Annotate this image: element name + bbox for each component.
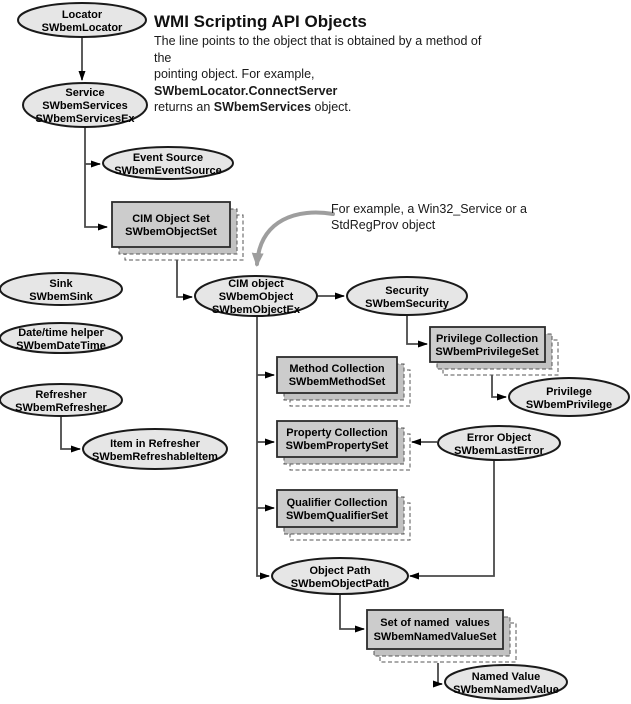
node-property-collection bbox=[277, 421, 410, 470]
description-line-3: returns an SWbemServices object. bbox=[154, 100, 352, 114]
svg-text:Date/time helper: Date/time helper bbox=[18, 327, 104, 339]
svg-text:SWbemLocator: SWbemLocator bbox=[41, 22, 123, 34]
node-service bbox=[23, 83, 147, 127]
svg-text:Locator: Locator bbox=[61, 9, 103, 21]
svg-text:Qualifier Collection: Qualifier Collection bbox=[286, 497, 388, 509]
annotation-note bbox=[331, 201, 581, 233]
node-error-object bbox=[438, 426, 560, 460]
svg-text:SWbemQualifierSet: SWbemQualifierSet bbox=[285, 510, 389, 522]
node-qualifier-collection bbox=[277, 490, 410, 540]
svg-text:SWbemMethodSet: SWbemMethodSet bbox=[288, 376, 386, 388]
svg-text:Security: Security bbox=[385, 285, 429, 297]
svg-text:SWbemObjectSet: SWbemObjectSet bbox=[125, 226, 217, 238]
svg-text:SWbemRefreshableItem: SWbemRefreshableItem bbox=[92, 451, 218, 463]
connector-privilegeset-privilege bbox=[492, 375, 506, 397]
svg-text:SWbemSink: SWbemSink bbox=[29, 291, 93, 303]
svg-text:SWbemPrivilege: SWbemPrivilege bbox=[525, 399, 613, 411]
svg-text:Named Value: Named Value bbox=[471, 671, 541, 683]
svg-text:SWbemNamedValueSet: SWbemNamedValueSet bbox=[373, 631, 497, 643]
node-event-source bbox=[103, 147, 233, 179]
node-object-path bbox=[272, 558, 408, 594]
connector-namedvalueset-namedvalue bbox=[438, 663, 442, 684]
svg-text:SWbemDateTime: SWbemDateTime bbox=[16, 340, 106, 352]
node-cim-object bbox=[195, 276, 317, 316]
svg-text:SWbemObjectPath: SWbemObjectPath bbox=[290, 578, 390, 590]
node-item-in-refresher bbox=[83, 429, 227, 469]
node-locator bbox=[18, 3, 146, 37]
annotation-line-1: For example, a Win32_Service or a bbox=[331, 202, 527, 216]
svg-text:SWbemServices: SWbemServices bbox=[42, 100, 128, 112]
svg-text:SWbemLastError: SWbemLastError bbox=[454, 445, 544, 457]
svg-text:SWbemObjectEx: SWbemObjectEx bbox=[211, 304, 301, 316]
svg-text:SWbemRefresher: SWbemRefresher bbox=[15, 402, 107, 414]
svg-text:Property Collection: Property Collection bbox=[286, 427, 388, 439]
node-cim-object-set bbox=[112, 202, 243, 260]
connector-cimobjectset-cimobject bbox=[177, 260, 192, 297]
svg-text:Sink: Sink bbox=[49, 278, 73, 290]
svg-text:SWbemServicesEx: SWbemServicesEx bbox=[35, 113, 135, 125]
node-security bbox=[347, 277, 467, 315]
svg-text:Error Object: Error Object bbox=[466, 432, 532, 444]
node-named-value bbox=[445, 665, 567, 699]
svg-text:Refresher: Refresher bbox=[35, 389, 87, 401]
svg-text:CIM Object Set: CIM Object Set bbox=[132, 213, 210, 225]
annotation-arrow bbox=[257, 212, 333, 264]
svg-text:Object Path: Object Path bbox=[309, 565, 371, 577]
svg-text:SWbemEventSource: SWbemEventSource bbox=[114, 165, 222, 177]
svg-text:Item in Refresher: Item in Refresher bbox=[110, 438, 200, 450]
svg-text:SWbemSecurity: SWbemSecurity bbox=[365, 298, 449, 310]
svg-text:Event Source: Event Source bbox=[132, 152, 204, 164]
connector-refresher-item bbox=[61, 417, 80, 449]
svg-text:SWbemPrivilegeSet: SWbemPrivilegeSet bbox=[435, 346, 539, 358]
svg-text:CIM object: CIM object bbox=[228, 278, 284, 290]
node-privilege-collection bbox=[430, 327, 558, 375]
svg-text:Method Collection: Method Collection bbox=[289, 363, 385, 375]
connector-security-privilegeset bbox=[407, 315, 427, 344]
page-title: WMI Scripting API Objects bbox=[154, 12, 367, 31]
page-description bbox=[154, 33, 484, 116]
svg-text:Service: Service bbox=[65, 87, 105, 99]
node-privilege bbox=[509, 378, 629, 416]
connector-service-cimobjectset bbox=[85, 127, 107, 227]
svg-text:Privilege Collection: Privilege Collection bbox=[435, 333, 539, 345]
node-method-collection bbox=[277, 357, 410, 406]
annotation-line-2: StdRegProv object bbox=[331, 218, 436, 232]
description-line-2: pointing object. For example, SWbemLocator.ConnectServer bbox=[154, 67, 338, 98]
svg-text:Set of named values: Set of named values bbox=[380, 617, 490, 629]
node-named-value-set bbox=[367, 610, 516, 662]
node-datetime-helper bbox=[0, 323, 122, 353]
svg-text:SWbemPropertySet: SWbemPropertySet bbox=[285, 440, 389, 452]
connector-errorobject-objectpath bbox=[410, 461, 494, 576]
connector-objectpath-namedvalueset bbox=[340, 594, 364, 629]
svg-text:SWbemObject: SWbemObject bbox=[218, 291, 294, 303]
svg-text:Privilege: Privilege bbox=[546, 386, 592, 398]
node-refresher bbox=[0, 384, 122, 416]
svg-text:SWbemNamedValue: SWbemNamedValue bbox=[453, 684, 559, 696]
description-line-1: The line points to the object that is obtained by a method of the bbox=[154, 34, 482, 65]
connector-cimobject-objectpath bbox=[257, 316, 269, 576]
node-sink bbox=[0, 273, 122, 305]
